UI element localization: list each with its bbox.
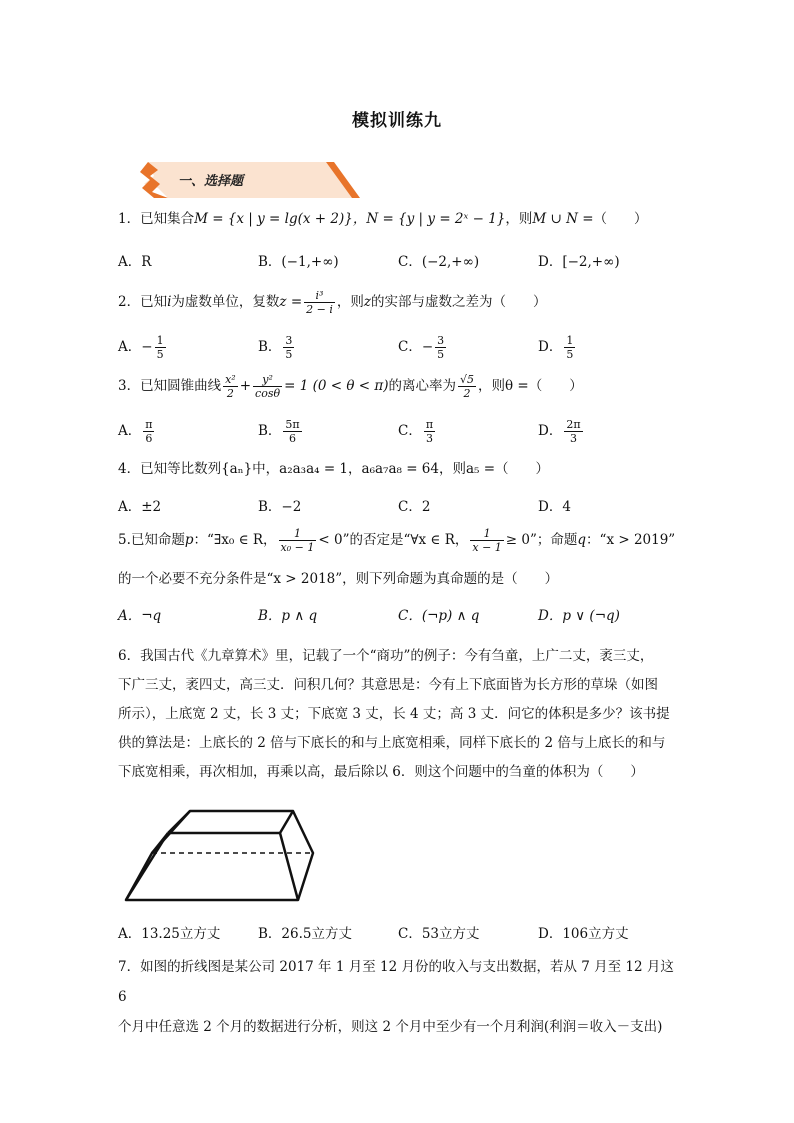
q3-c-n: π — [425, 418, 434, 431]
q2-i: i — [167, 294, 172, 310]
q1-math: M = {x | y = lg(x + 2)}，N = {y | y = 2ˣ − 1} — [194, 211, 506, 227]
q5-stem: 5.已知命题 — [118, 532, 185, 548]
q3-eq: = 1 (0 < θ < π) — [284, 378, 389, 394]
q3-a-d: 6 — [145, 432, 153, 445]
q5-stem-d: ≥ 0”；命题 — [505, 532, 578, 548]
q3-b-label: B． — [258, 423, 282, 439]
q2-z2: z — [363, 294, 371, 310]
q2-fraction — [304, 289, 335, 316]
q6-option-c[interactable]: C．53立方丈 — [398, 926, 480, 942]
section-heading: 一、选择题 — [178, 174, 244, 189]
q5-options — [0, 605, 794, 629]
q3-f3n: √5 — [460, 373, 475, 386]
q7-line: 7．如图的折线图是某公司 2017 年 1 月至 12 月份的收入与支出数据，若从 7 月至 12 月这 6 — [118, 959, 674, 1005]
q1-math2: M ∪ N = — [532, 211, 594, 227]
section-banner — [140, 158, 360, 200]
q5-frac2 — [470, 527, 503, 554]
q3-option-b[interactable] — [258, 418, 304, 445]
q2-c-sign: − — [421, 339, 434, 355]
q3-d-label: D． — [538, 423, 563, 439]
q3-a-frac — [143, 418, 154, 445]
q5-option-c[interactable]: C．(¬p) ∧ q — [398, 608, 480, 624]
q2-a-frac — [155, 334, 166, 361]
q3-options — [0, 418, 794, 448]
q3-stem-c: ，则θ =（ ） — [478, 378, 583, 394]
q3-frac2 — [253, 373, 282, 400]
q1-option-c[interactable]: C．(−2,+∞) — [398, 254, 480, 270]
q2-c-label: C． — [398, 339, 422, 355]
q6-line: 所示），上底宽 2 丈，长 3 丈；下底宽 3 丈，长 4 丈；高 3 丈．问它的体积是多少？该书提 — [118, 706, 670, 722]
q3-f3d: 2 — [463, 387, 471, 400]
q3-stem-b: 的离心率为 — [388, 378, 456, 394]
q3-d-d: 3 — [569, 432, 577, 445]
q2-stem: 2．已知 — [118, 294, 168, 310]
q3-c-d: 3 — [425, 432, 433, 445]
q5-q: q — [577, 532, 587, 548]
q2-b-d: 5 — [285, 348, 293, 361]
q2-d-label: D． — [538, 339, 563, 355]
q3-f1n: x² — [225, 373, 236, 386]
q5-f2n: 1 — [470, 527, 503, 541]
q2-option-d[interactable] — [538, 334, 577, 361]
q4-option-b[interactable]: B．−2 — [258, 499, 302, 515]
q1-tail: （ ） — [593, 211, 648, 227]
q2-a-d: 5 — [156, 348, 164, 361]
question-1 — [118, 205, 678, 233]
q1-option-d[interactable]: D．[−2,+∞) — [538, 254, 620, 270]
q1-options — [0, 251, 794, 275]
q5-stem-e: ：“x > 2019” — [586, 532, 676, 548]
q2-b-n: 3 — [285, 334, 293, 347]
q5-stem-b: ：“∃x₀ ∈ R， — [193, 532, 277, 548]
q3-a-label: A． — [118, 423, 142, 439]
q2-d-n: 1 — [566, 334, 574, 347]
q6-option-b[interactable]: B．26.5立方丈 — [258, 926, 352, 942]
question-3 — [118, 372, 678, 400]
q2-a-label: A． — [118, 339, 142, 355]
q2-d-frac — [564, 334, 575, 361]
q3-f2n: y² — [253, 373, 282, 387]
question-4: 4．已知等比数列{aₙ}中，a₂a₃a₄ = 1，a₆a₇a₈ = 64，则a₅ =（ ） — [118, 461, 550, 477]
q3-option-c[interactable] — [398, 418, 437, 445]
q5-f1n: 1 — [279, 527, 317, 541]
q3-f2d: cosθ — [255, 387, 281, 400]
q6-line: 下底宽相乘，再次相加，再乘以高，最后除以 6．则这个问题中的刍童的体积为（ ） — [118, 764, 644, 780]
q5-line-2: 的一个必要不充分条件是“x > 2018”，则下列命题为真命题的是（ ） — [118, 571, 559, 587]
question-7 — [118, 952, 678, 1042]
q3-d-n: 2π — [566, 418, 581, 431]
q2-c-n: 3 — [437, 334, 445, 347]
q1-stem-b: ，则 — [505, 211, 533, 227]
q3-b-d: 6 — [289, 432, 297, 445]
question-2 — [118, 288, 678, 316]
haystack-figure — [120, 805, 320, 905]
q5-p: p — [184, 532, 194, 548]
q3-frac1 — [223, 373, 238, 400]
q3-plus: + — [239, 378, 252, 394]
q2-b-frac — [283, 334, 294, 361]
q2-stem-c: ，则 — [336, 294, 364, 310]
q3-option-d[interactable] — [538, 418, 585, 445]
q3-c-frac — [424, 418, 435, 445]
q6-options — [0, 923, 794, 947]
q1-option-a[interactable]: A．R — [118, 254, 152, 270]
q2-options — [0, 334, 794, 364]
q7-line: 个月中任意选 2 个月的数据进行分析，则这 2 个月中至少有一个月利润(利润＝收入－支出) — [118, 1019, 663, 1035]
q6-line: 6．我国古代《九章算术》里，记载了一个“商功”的例子：今有刍童，上广二丈，袤三丈， — [118, 648, 654, 664]
q4-option-a[interactable]: A．±2 — [118, 499, 162, 515]
q5-stem-c: < 0”的否定是“∀x ∈ R， — [318, 532, 469, 548]
q3-a-n: π — [145, 418, 153, 431]
q6-line: 供的算法是：上底长的 2 倍与下底长的和与上底宽相乘，同样下底长的 2 倍与上底长的和与 — [118, 735, 666, 751]
q6-option-a[interactable]: A．13.25立方丈 — [118, 926, 221, 942]
q3-b-frac — [283, 418, 301, 445]
q3-b-n: 5π — [285, 418, 300, 431]
q1-option-b[interactable]: B．(−1,+∞) — [258, 254, 339, 270]
q3-c-label: C． — [398, 423, 422, 439]
q3-stem: 3．已知圆锥曲线 — [118, 378, 222, 394]
q3-d-frac — [564, 418, 582, 445]
q4-option-c[interactable]: C．2 — [398, 499, 431, 515]
q5-option-b[interactable]: B．p ∧ q — [258, 608, 318, 624]
q2-num: i³ — [304, 289, 335, 303]
q2-option-b[interactable] — [258, 334, 296, 361]
question-5 — [118, 526, 678, 554]
q3-option-a[interactable] — [118, 418, 156, 445]
q4-options — [0, 496, 794, 520]
q5-option-d[interactable]: D．p ∨ (¬q) — [538, 608, 620, 624]
q2-option-a[interactable] — [118, 334, 168, 361]
q2-stem-b: 为虚数单位，复数 — [171, 294, 280, 310]
q2-c-frac — [435, 334, 446, 361]
q2-a-n: 1 — [156, 334, 164, 347]
q2-c-d: 5 — [437, 348, 445, 361]
q5-f2d: x − 1 — [472, 541, 502, 554]
q6-line: 下广三丈，袤四丈，高三丈．问积几何？其意思是：今有上下底面皆为长方形的草垛（如图 — [118, 677, 658, 693]
q2-a-sign: − — [141, 339, 153, 355]
q2-b-label: B． — [258, 339, 282, 355]
q2-z: z = — [279, 294, 303, 310]
q2-stem-d: 的实部与虚数之差为（ ） — [371, 294, 547, 310]
q4-option-d[interactable]: D．4 — [538, 499, 571, 515]
page-title: 模拟训练九 — [352, 111, 442, 131]
q5-option-a[interactable]: A．¬q — [118, 608, 162, 624]
q3-frac3 — [458, 373, 476, 400]
q5-f1d: x₀ − 1 — [280, 541, 315, 554]
q3-f1d: 2 — [226, 387, 234, 400]
q2-d-d: 5 — [566, 348, 574, 361]
q5-frac1 — [279, 527, 317, 554]
q2-option-c[interactable] — [398, 334, 448, 361]
q1-stem: 1．已知集合 — [118, 211, 195, 227]
q2-den: 2 − i — [306, 303, 333, 316]
q6-option-d[interactable]: D．106立方丈 — [538, 926, 629, 942]
question-6 — [118, 642, 678, 787]
